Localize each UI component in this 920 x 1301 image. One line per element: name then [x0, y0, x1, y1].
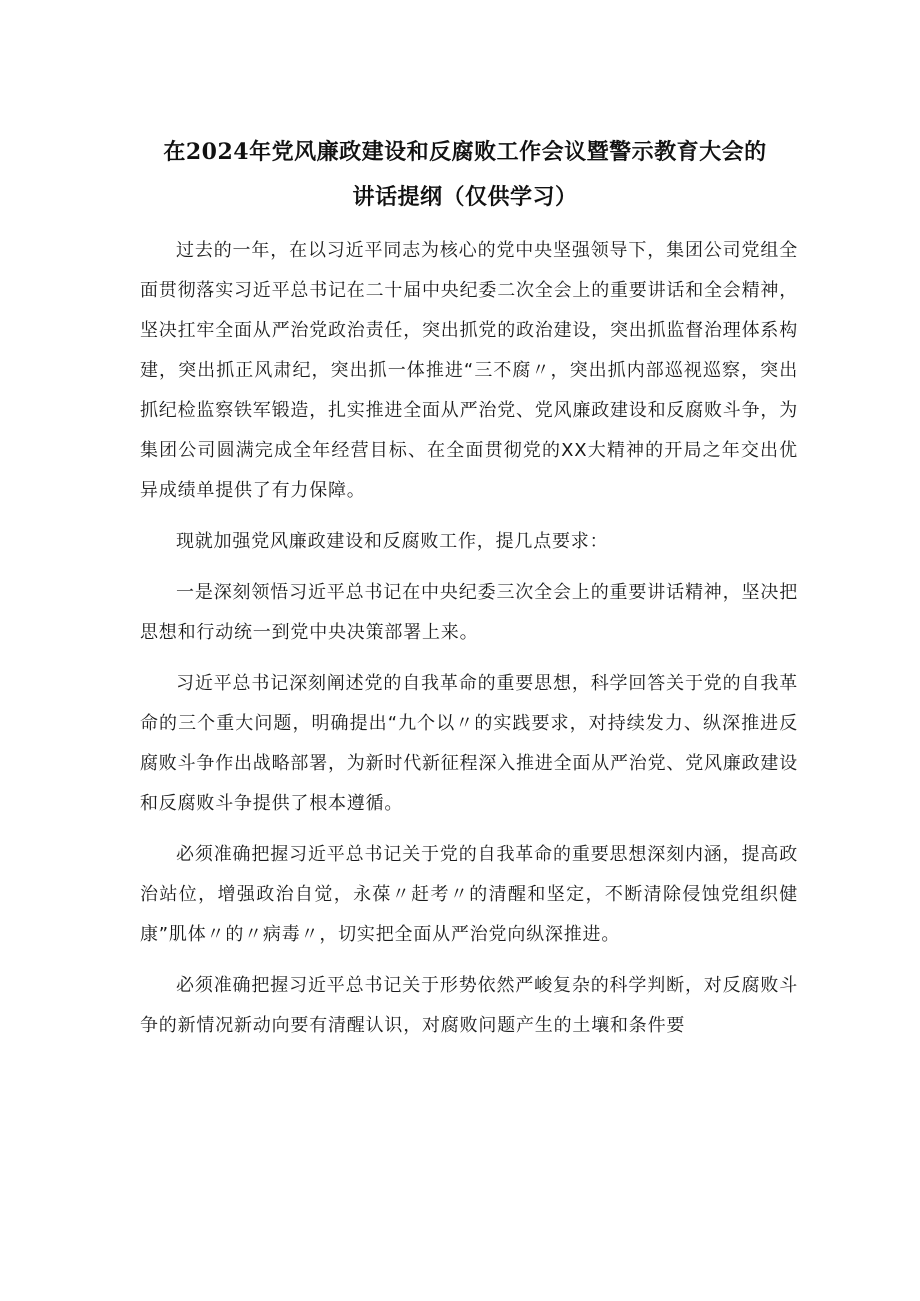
paragraph-must-grasp-1: 必须准确把握习近平总书记关于党的自我革命的重要思想深刻内涵，提高政治站位，增强政治自觉，永葆〃赶考〃的清醒和坚定，不断清除侵蚀党组织健康”肌体〃的〃病毒〃，切实把全面从严治党向纵深推进。 — [140, 844, 798, 945]
paragraph-intro: 过去的一年，在以习近平同志为核心的党中央坚强领导下，集团公司党组全面贯彻落实习近平总书记在二十届中央纪委二次全会上的重要讲话和全会精神，坚决扛牢全面从严治党政治责任，突出抓党的政治建设，突出抓监督治理体系构建，突出抓正风肃纪，突出抓一体推进“三不腐〃，突出抓内部巡视巡察，突出抓纪检监察铁军锻造，扎实推进全面从严治党、党风廉政建设和反腐败斗争，为集团公司圆满完成全年经营目标、在全面贯彻党的XX大精神的开局之年交出优异成绩单提供了有力保障。 — [140, 240, 798, 501]
document-title-line-2: 讲话提纲（仅供学习） — [352, 184, 578, 210]
paragraph-self-revolution: 习近平总书记深刻阐述党的自我革命的重要思想，科学回答关于党的自我革命的三个重大问题，明确提出“九个以〃的实践要求，对持续发力、纵深推进反腐败斗争作出战略部署，为新时代新征程深入推进全面从严治党、党风廉政建设和反腐败斗争提供了根本遵循。 — [140, 673, 798, 814]
document-title-line-1: 在2024年党风廉政建设和反腐败工作会议暨警示教育大会的 — [163, 139, 767, 165]
document-body — [140, 231, 798, 1057]
paragraph-point-one: 一是深刻领悟习近平总书记在中央纪委三次全会上的重要讲话精神，坚决把思想和行动统一到党中央决策部署上来。 — [140, 582, 798, 643]
paragraph-must-grasp-2: 必须准确把握习近平总书记关于形势依然严峻复杂的科学判断，对反腐败斗争的新情况新动向要有清醒认识，对腐败问题产生的土壤和条件要 — [140, 975, 798, 1036]
paragraph-requirements-lead: 现就加强党风廉政建设和反腐败工作，提几点要求： — [176, 531, 609, 552]
